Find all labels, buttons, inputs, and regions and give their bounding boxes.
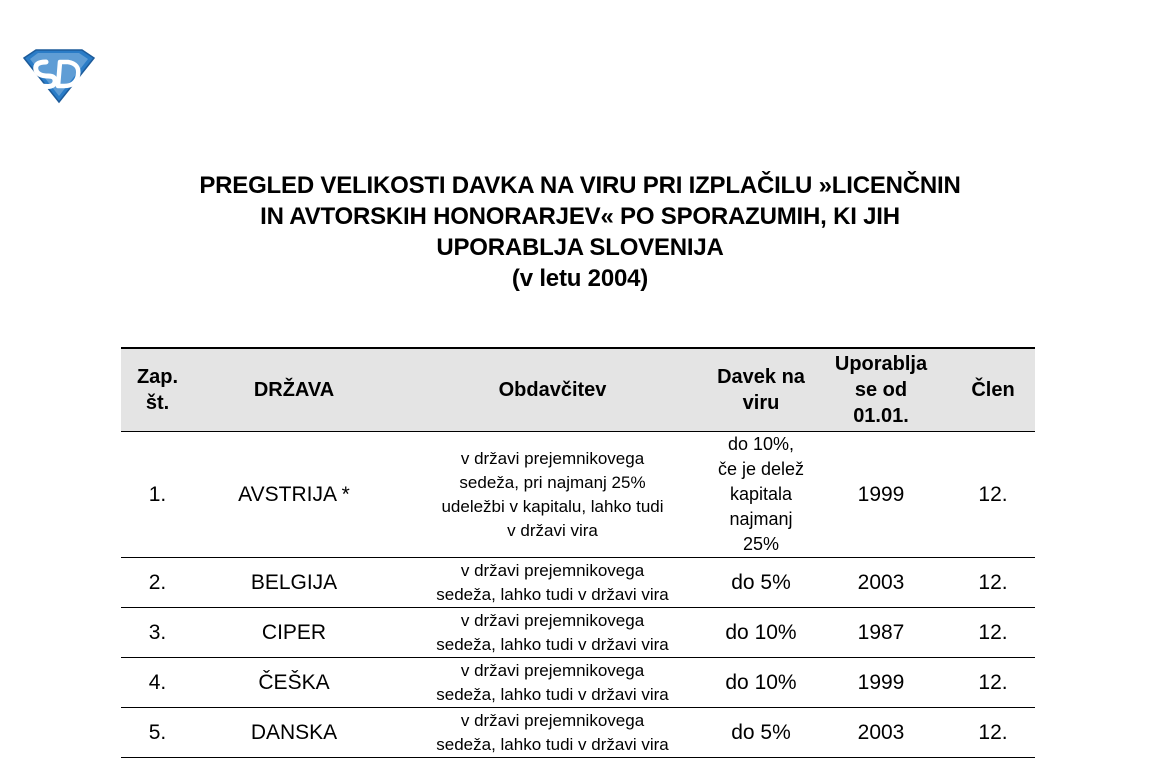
cell-article: 12. (951, 558, 1035, 608)
cell-taxation: v državi prejemnikovega sedeža, lahko tudi v državi vira (394, 708, 711, 758)
header-since: Uporablja se od 01.01. (811, 348, 951, 432)
cell-rate: do 10% (711, 658, 811, 708)
header-article: Člen (951, 348, 1035, 432)
document-title (120, 170, 1040, 294)
cell-num: 2. (121, 558, 194, 608)
company-logo (22, 48, 96, 104)
cell-num: 5. (121, 708, 194, 758)
header-country: DRŽAVA (194, 348, 394, 432)
table-header-row (121, 348, 1035, 432)
table-row (121, 432, 1035, 558)
cell-country: ČEŠKA (194, 658, 394, 708)
cell-taxation: v državi prejemnikovega sedeža, lahko tudi v državi vira (394, 558, 711, 608)
cell-article: 12. (951, 658, 1035, 708)
table-row (121, 608, 1035, 658)
header-num: Zap. št. (121, 348, 194, 432)
table-row (121, 658, 1035, 708)
cell-since: 2003 (811, 558, 951, 608)
cell-since: 1999 (811, 658, 951, 708)
cell-article: 12. (951, 608, 1035, 658)
cell-num: 1. (121, 432, 194, 558)
cell-taxation: v državi prejemnikovega sedeža, lahko tudi v državi vira (394, 608, 711, 658)
sd-shield-logo-icon (22, 48, 96, 104)
cell-article: 12. (951, 432, 1035, 558)
table-row (121, 558, 1035, 608)
tax-rates-table (121, 347, 1035, 758)
cell-since: 1987 (811, 608, 951, 658)
title-line: IN AVTORSKIH HONORARJEV« PO SPORAZUMIH, KI JIH (260, 203, 900, 230)
cell-num: 3. (121, 608, 194, 658)
cell-num: 4. (121, 658, 194, 708)
cell-rate: do 5% (711, 558, 811, 608)
cell-rate: do 10% (711, 608, 811, 658)
cell-rate: do 5% (711, 708, 811, 758)
header-rate: Davek na viru (711, 348, 811, 432)
cell-article: 12. (951, 708, 1035, 758)
cell-rate: do 10%, če je delež kapitala najmanj 25% (711, 432, 811, 558)
cell-taxation: v državi prejemnikovega sedeža, pri najmanj 25% udeležbi v kapitalu, lahko tudi v državi vira (394, 432, 711, 558)
title-line: UPORABLJA SLOVENIJA (436, 234, 724, 261)
header-taxation: Obdavčitev (394, 348, 711, 432)
cell-since: 1999 (811, 432, 951, 558)
table-row (121, 708, 1035, 758)
cell-country: CIPER (194, 608, 394, 658)
cell-country: AVSTRIJA * (194, 432, 394, 558)
cell-country: BELGIJA (194, 558, 394, 608)
title-year: (v letu 2004) (511, 265, 649, 292)
title-line: PREGLED VELIKOSTI DAVKA NA VIRU PRI IZPLAČILU »LICENČNIN (199, 172, 961, 199)
cell-since: 2003 (811, 708, 951, 758)
cell-country: DANSKA (194, 708, 394, 758)
cell-taxation: v državi prejemnikovega sedeža, lahko tudi v državi vira (394, 658, 711, 708)
